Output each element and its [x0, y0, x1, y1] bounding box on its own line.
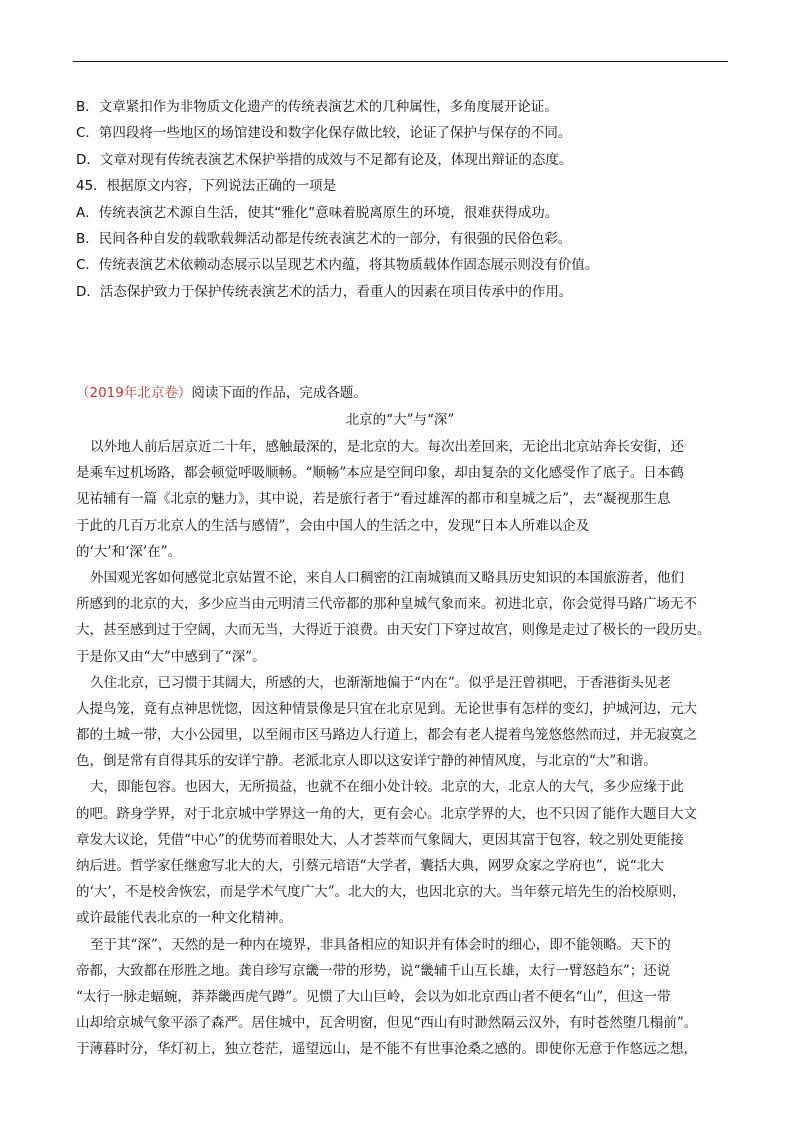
paragraph-line: 山却给京城气象平添了森严。居住城中，瓦舍明窗，但见“西山有时渺然隔云汉外，有时苍然堕几榻前”。	[76, 1015, 698, 1032]
article-title: 北京的“大”与“深”	[345, 412, 455, 428]
option-line: D．文章对现有传统表演艺术保护举措的成效与不足都有论及，体现出辩证的态度。	[76, 151, 573, 168]
option-line: C．第四段将一些地区的场馆建设和数字化保存做比较，论证了保护与保存的不同。	[76, 125, 572, 142]
paragraph-line: 帝都，大致都在形胜之地。龚自珍写京畿一带的形势，说“畿辅千山互长雄，太行一臂怒趋东”；还说	[76, 962, 671, 979]
paragraph-line: 大，即能包容。也因大，无所损益，也就不在细小处计较。北京的大，北京人的大气，多少应缘于此	[90, 779, 684, 796]
paragraph-line: 所感到的北京的大，多少应当由元明清三代帝都的那种皇城气象而来。初进北京，你会觉得马路广场无不	[76, 596, 697, 613]
header-rule	[73, 61, 728, 62]
paragraph-line: 的‘大’，不是校舍恢宏，而是学术气度广大”。北大的大，也因北京的大。当年蔡元培先生的治校原则，	[76, 884, 686, 901]
question-stem: 45．根据原文内容，下列说法正确的一项是	[76, 178, 337, 195]
paragraph-line: 见祐辅有一篇《北京的魅力》，其中说，若是旅行者于“看过雄浑的都市和皇城之后”，去“凝视那生息	[76, 491, 671, 508]
paragraph-line: 外国观光客如何感觉北京姑置不论，来自人口稠密的江南城镇而又略具历史知识的本国旅游者，他们	[90, 569, 684, 586]
paragraph-line: 大，甚至感到过于空阔，大而无当，大得近于浪费。由天安门下穿过故宫，则像是走过了极长的一段历史。	[76, 622, 711, 639]
paragraph-line: 于薄暮时分，华灯初上，独立苍茫，遥望远山，是不能不有世事沧桑之感的。即使你无意于作悠远之想，	[76, 1041, 697, 1058]
paragraph-line: 的‘大’和‘深’在”。	[76, 543, 182, 560]
paragraph-line: 久住北京，已习惯于其阔大，所感的大，也渐渐地偏于“内在”。似乎是汪曾祺吧，于香港街头见老	[90, 674, 671, 691]
option-line: B．文章紧扣作为非物质文化遗产的传统表演艺术的几种属性，多角度展开论证。	[76, 99, 558, 115]
option-line: D．活态保护致力于保护传统表演艺术的活力，看重人的因素在项目传承中的作用。	[76, 283, 573, 300]
question-options-block	[76, 94, 736, 305]
paragraph-line: 人提鸟笼，竟有点神思恍惚，因这种情景像是只宜在北京见到。无论世事有怎样的变幻，护城河边，元大	[76, 700, 697, 717]
paragraph-line: 至于其“深”，天然的是一种内在境界，非具备相应的知识并有体会时的细心，即不能领略。天下的	[90, 936, 671, 953]
paragraph-line: 的吧。跻身学界，对于北京城中学界这一角的大，更有会心。北京学界的大，也不只因了能作大题目大文	[76, 805, 697, 822]
paragraph-line: 于是你又由“大”中感到了“深”。	[76, 648, 266, 665]
paragraph-line: 是乘车过机场路，都会顿觉呼吸顺畅。“顺畅”本应是空间印象，却由复杂的文化感受作了底子。日本鹤	[76, 465, 684, 482]
paragraph-line: 以外地人前后居京近二十年，感触最深的，是北京的大。每次出差回来，无论出北京站奔长安街，还	[90, 439, 684, 455]
instruction-text: 阅读下面的作品，完成各题。	[191, 385, 367, 401]
paragraph-line: 色，倒是常有自得其乐的安详宁静。老派北京人即以这安详宁静的神情风度，与北京的“大”和谐。	[76, 753, 657, 770]
source-label: （2019年北京卷）	[76, 385, 192, 401]
option-line: C．传统表演艺术依赖动态展示以呈现艺术内蕴，将其物质载体作固态展示则没有价值。	[76, 257, 599, 274]
option-line: B．民间各种自发的载歌载舞活动都是传统表演艺术的一部分，有很强的民俗色彩。	[76, 230, 572, 247]
reading-heading	[76, 381, 367, 405]
paragraph-line: 都的土城一带，大小公园里，以至闹市区马路边人行道上，都会有老人提着鸟笼悠悠然而过，并无寂寞之	[76, 727, 697, 744]
paragraph-line: 纳后进。哲学家任继愈写北大的大，引蔡元培语“大学者，囊括大典，网罗众家之学府也”，说“北大	[76, 858, 664, 874]
paragraph-line: 于此的几百万北京人的生活与感情”，会由中国人的生活之中，发现“日本人所难以企及	[76, 517, 590, 534]
article-body	[76, 434, 736, 1063]
paragraph-line: 或许最能代表北京的一种文化精神。	[76, 910, 292, 927]
option-line: A．传统表演艺术源自生活，使其“雅化”意味着脱离原生的环境，很难获得成功。	[76, 204, 559, 221]
paragraph-line: “太行一脉走蝠蜿，莽莽畿西虎气蹲”。见惯了大山巨岭，会以为如北京西山者不便名“山”，但这一带	[76, 988, 671, 1005]
paragraph-line: 章发大议论，凭借“中心”的优势而着眼处大，人才荟萃而气象阔大，更因其富于包容，较之别处更能接	[76, 831, 684, 848]
